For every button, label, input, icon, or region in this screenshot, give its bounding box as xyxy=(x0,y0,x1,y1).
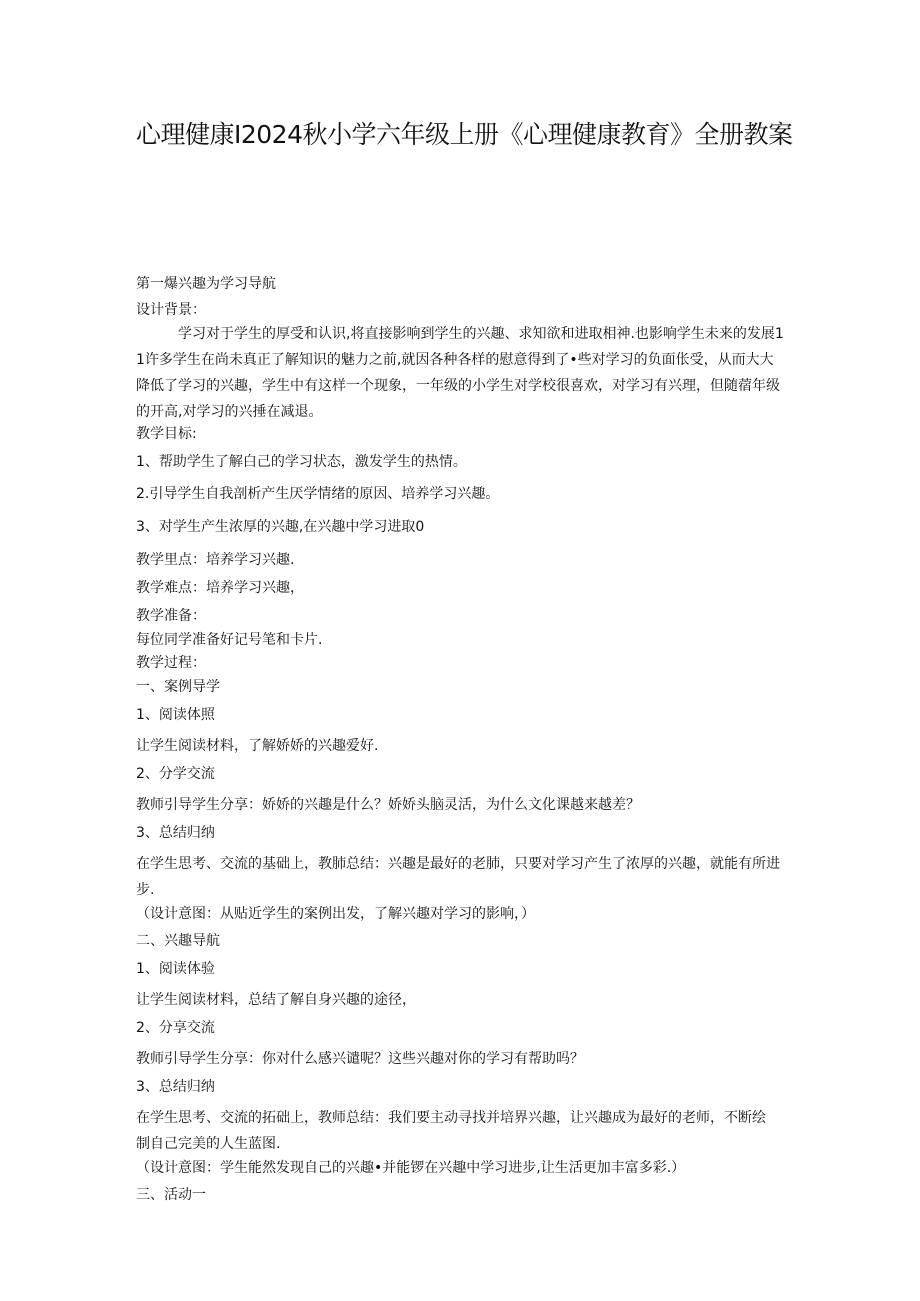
section-2-step-3-text: 在学生思考、交流的拓础上，教师总结：我们要主动寻找并培界兴趣，让兴趣成为最好的老师，不断绘制自己完美的人生蓝图. xyxy=(136,1110,766,1152)
key-point: 教学里点：培养学习兴趣. xyxy=(136,552,295,568)
objectives-label: 教学目标: xyxy=(136,426,197,442)
section-1-step-3-text: 在学生思考、交流的基础上，教肺总结：兴趣是最好的老肺，只要对学习产生了浓厚的兴趣，就能有所进步. xyxy=(136,856,780,898)
section-2-step-1: 1、阅读体验 xyxy=(136,961,215,977)
section-1-step-2-text: 教师引导学生分享：娇娇的兴趣是什么？娇娇头脑灵活，为什么文化课越来越差？ xyxy=(136,797,640,813)
section-3-title: 三、活动一 xyxy=(136,1187,206,1203)
section-1-step-2: 2、分学交流 xyxy=(136,766,215,782)
section-1-step-1: 1、阅读体照 xyxy=(136,707,215,723)
section-2-step-1-text: 让学生阅读材料，总结了解自身兴趣的途径， xyxy=(136,992,416,1008)
section-2-step-3: 3、总结归纳 xyxy=(136,1079,215,1095)
section-2-step-2-text: 教师引导学生分享：你对什么感兴谴呢？这些兴趣对你的学习有帮助吗？ xyxy=(136,1051,584,1067)
section-2-design-intent: （设计意图：学生能然发现自己的兴趣•并能锣在兴趣中学习进步,让生活更加丰富多彩.） xyxy=(136,1160,686,1176)
preparation-label: 教学准备： xyxy=(136,608,206,624)
objective-item: 1、帮助学生了解白己的学习状态，激发学生的热情。 xyxy=(136,454,467,470)
section-1-step-1-text: 让学生阅读材料，了解娇娇的兴趣爱好. xyxy=(136,738,379,754)
objective-item: 2.引导学生自我剖析产生厌学情绪的原因、培养学习兴趣。 xyxy=(136,486,500,502)
section-1-title: 一、案例导学 xyxy=(136,679,220,695)
section-2-title: 二、兴趣导航 xyxy=(136,933,220,949)
design-background-text: 学习对于学生的厚受和认识,将直接影响到学生的兴趣、求知欲和进取相神.也影响学生未来的发展11许多学生在尚未真正了解知识的魅力之前,就因各种各样的慰意得到了•些对学习的负面伥受，从而大大降低了学习的兴趣，学生中有这样一个现象，一年级的小学生对学校很喜欢，对学习有兴理，但随蓿年级的开高,对学习的兴捶在减退。 xyxy=(136,326,784,420)
document-title: 心理健康I2024秋小学六年级上册《心理健康教育》全册教案 xyxy=(136,120,793,149)
difficulty: 教学难点：培养学习兴趣， xyxy=(136,580,304,596)
preparation-text: 每位同学准备好记号笔和卡片. xyxy=(136,632,323,648)
design-background-label: 设计背景： xyxy=(136,302,206,318)
section-1-design-intent: （设计意图：从贴近学生的案例出发，了解兴趣对学习的影响，） xyxy=(136,906,535,922)
section-2-step-2: 2、分享交流 xyxy=(136,1020,215,1036)
lesson-title: 第一爆兴趣为学习导航 xyxy=(136,276,276,292)
process-label: 教学过程： xyxy=(136,655,206,671)
objective-item: 3、对学生产生浓厚的兴趣,在兴趣中学习进取0 xyxy=(136,519,425,535)
section-1-step-3: 3、总结归纳 xyxy=(136,825,215,841)
